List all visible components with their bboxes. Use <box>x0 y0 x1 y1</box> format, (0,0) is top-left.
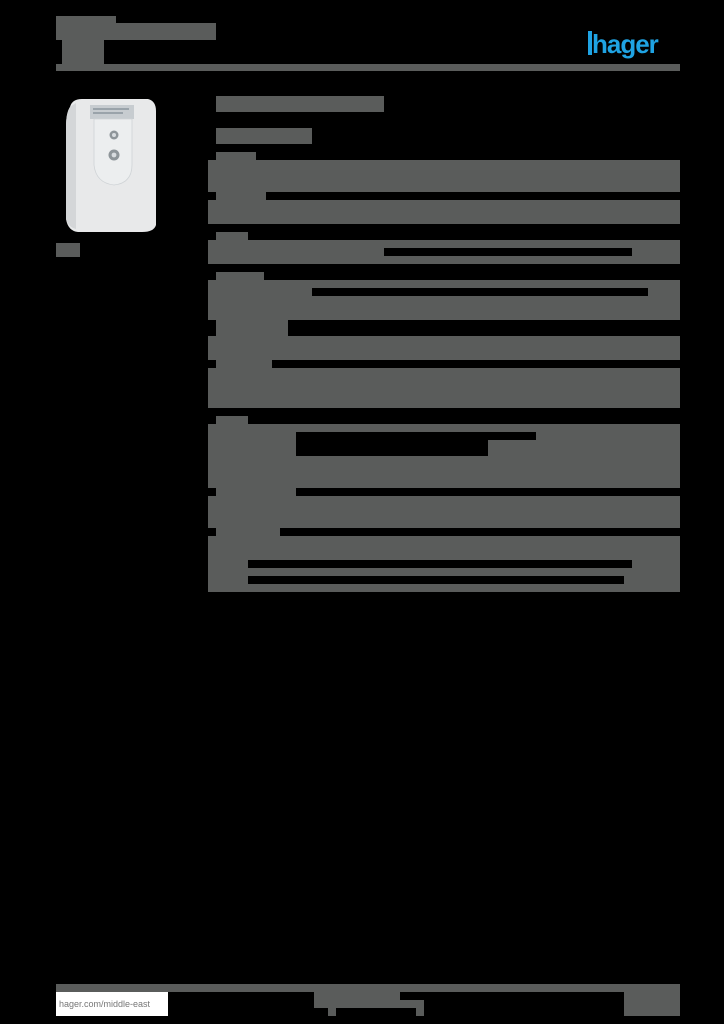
spec-row <box>208 200 680 224</box>
spec-row-gap <box>296 440 488 456</box>
spec-row-gap <box>248 576 624 584</box>
spec-row-gap <box>312 288 648 296</box>
spec-row <box>208 368 680 408</box>
spec-row-label <box>216 320 288 336</box>
footer-center-mark <box>416 1008 424 1016</box>
footer-center-mark <box>400 1000 424 1008</box>
section-heading <box>216 96 384 112</box>
product-photo <box>62 97 157 234</box>
spec-row-label <box>216 192 266 200</box>
spec-row-gap <box>296 432 536 440</box>
spec-row <box>208 496 680 528</box>
footer-center-text <box>314 992 400 1008</box>
spec-row <box>208 336 680 360</box>
doc-subtitle <box>62 40 104 64</box>
hager-logo: hager <box>592 29 658 59</box>
spec-row-label <box>216 360 272 368</box>
footer-page-info <box>624 984 680 1016</box>
spec-row <box>208 280 680 320</box>
footer-center-mark <box>328 1008 336 1016</box>
footer-website-link[interactable]: hager.com/middle-east <box>56 992 168 1016</box>
spec-row <box>208 160 680 192</box>
footer-rule <box>56 984 680 992</box>
doc-title <box>56 16 116 23</box>
section-subheading <box>216 128 312 144</box>
spec-row-label <box>216 488 296 496</box>
spec-row <box>208 456 680 488</box>
product-caption <box>56 243 80 257</box>
spec-row-gap <box>384 248 632 256</box>
header-rule <box>56 64 680 71</box>
spec-row-gap <box>248 560 632 568</box>
doc-title-block <box>56 23 216 40</box>
spec-row-label <box>216 528 280 536</box>
